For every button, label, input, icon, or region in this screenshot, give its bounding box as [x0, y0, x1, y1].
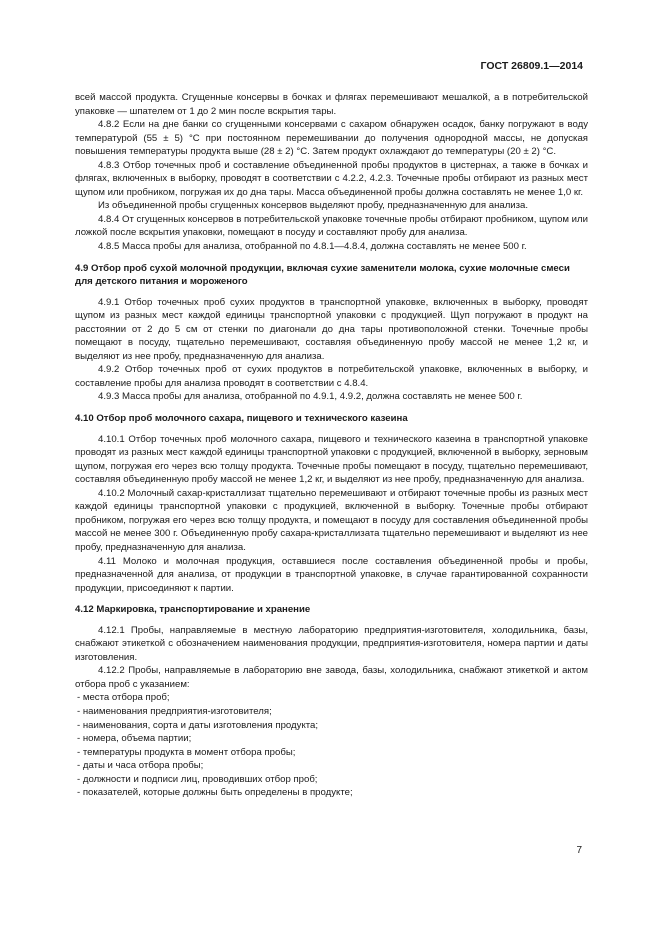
paragraph-4-8-2: 4.8.2 Если на дне банки со сгущенными консервами с сахаром обнаружен осадок, банку погружают в воду температурой (55 ± 5) °С при постоянном перемешивании до получения однородной массы, не допуская повышения температуры продукта выше (28 ± 2) °С. Затем продукт охлаждают до температуры (20 ± 2) °С. [75, 119, 588, 158]
paragraph-analysis-sample: Из объединенной пробы сгущенных консервов выделяют пробу, предназначенную для анализа. [98, 200, 529, 212]
paragraph-4-10-2: 4.10.2 Молочный сахар-кристаллизат тщательно перемешивают и отбирают точечные пробы из разных мест каждой единицы транспортной упаковки с продукцией, включенной в выборку. Точечные пробы отбирают пробником, погружая его через всю толщу продукта, и помещают в посуду для составления объединенной пробы массой не менее 300 г. Объединенную пробу сахара-кристаллизата тщательно перемешивают и выделяют из нее пробу, предназначенную для анализа. [75, 487, 588, 553]
list-item: - наименования, сорта и даты изготовления продукта; [77, 719, 319, 731]
document-id-header: ГОСТ 26809.1—2014 [480, 60, 583, 72]
list-item: - наименования предприятия-изготовителя; [77, 705, 272, 717]
paragraph-4-8-4: 4.8.4 От сгущенных консервов в потребительской упаковке точечные пробы отбирают пробником, щупом или ложкой после вскрытия упаковки, помещают в посуду и составляют пробу для анализа. [75, 213, 588, 239]
paragraph-4-8-3: 4.8.3 Отбор точечных проб и составление объединенной пробы продуктов в цистернах, а также в бочках и флягах, включенных в выборку, проводят в соответствии с 4.2.2, 4.2.3. Точечные пробы отбирают из разных мест щупом или пробником, погружая их до дна тары. Масса объединенной пробы должна составлять не менее 1,0 кг. [75, 159, 588, 198]
section-heading-4-12: 4.12 Маркировка, транспортирование и хранение [75, 604, 311, 616]
list-item: - места отбора проб; [77, 692, 170, 704]
section-heading-4-9: 4.9 Отбор проб сухой молочной продукции, включая сухие заменители молока, сухие молочные смеси для детского питания и мороженого [75, 262, 570, 288]
paragraph-4-9-2: 4.9.2 Отбор точечных проб от сухих продуктов в потребительской упаковке, включенных в выборку, и составление пробы для анализа проводят в соответствии с 4.8.4. [75, 364, 588, 389]
paragraph-4-9-1: 4.9.1 Отбор точечных проб сухих продуктов в транспортной упаковке, включенных в выборку, проводят щупом из разных мест каждой единицы транспортной упаковки с продукцией. Щуп погружают в продукт на расстоянии от 2 до 5 см от стенки по диагонали до дна тары противоположной стенки. Точечные пробы помещают в посуду, тщательно перемешивают, составляя объединенную пробу массой не менее 1,2 кг, и выделяют из нее пробу, предназначенную для анализа. [75, 296, 588, 362]
paragraph-4-12-1: 4.12.1 Пробы, направляемые в местную лабораторию предприятия-изготовителя, холодильника, базы, снабжают этикеткой с обозначением наименования продукции, предприятия-изготовителя, номера партии и даты изготовления. [75, 624, 588, 663]
paragraph-continuation: всей массой продукта. Сгущенные консервы в бочках и флягах перемешивают мешалкой, а в потребительской упаковке — шпателем от 1 до 2 мин после вскрытия тары. [75, 92, 588, 117]
paragraph-4-12-2: 4.12.2 Пробы, направляемые в лабораторию вне завода, базы, холодильника, снабжают этикеткой и актом отбора проб с указанием: [75, 665, 588, 690]
page-number: 7 [576, 845, 582, 856]
paragraph-4-9-3: 4.9.3 Масса пробы для анализа, отобранной по 4.9.1, 4.9.2, должна составлять не менее 500 г. [98, 391, 523, 403]
paragraph-4-10-1: 4.10.1 Отбор точечных проб молочного сахара, пищевого и технического казеина в транспортной упаковке проводят из разных мест каждой единицы транспортной упаковки с продукцией, включенной в выборку, зерновым щупом, погружая его через всю толщу продукта. Точечные пробы помещают в посуду, тщательно перемешивают, составляя объединенную пробу массой не менее 1,2 кг, и выделяют из нее пробу, предназначенную для анализа. [75, 433, 588, 486]
section-heading-4-10: 4.10 Отбор проб молочного сахара, пищевого и технического казеина [75, 413, 408, 425]
list-item: - должности и подписи лиц, проводивших отбор проб; [77, 773, 318, 785]
paragraph-4-11: 4.11 Молоко и молочная продукция, оставшиеся после составления объединенной пробы и пробы, предназначенной для анализа, от продукции в транспортной упаковке, в случае гарантированной сохранности продукции, присоединяют к партии. [75, 555, 588, 594]
list-item: - показателей, которые должны быть определены в продукте; [77, 787, 353, 799]
paragraph-4-8-5: 4.8.5 Масса пробы для анализа, отобранной по 4.8.1—4.8.4, должна составлять не менее 500 г. [98, 241, 527, 253]
label-requirements-list [75, 691, 588, 799]
list-item: - температуры продукта в момент отбора пробы; [77, 746, 296, 758]
document-body [75, 91, 588, 800]
list-item: - даты и часа отбора пробы; [77, 760, 204, 772]
list-item: - номера, объема партии; [77, 733, 192, 745]
